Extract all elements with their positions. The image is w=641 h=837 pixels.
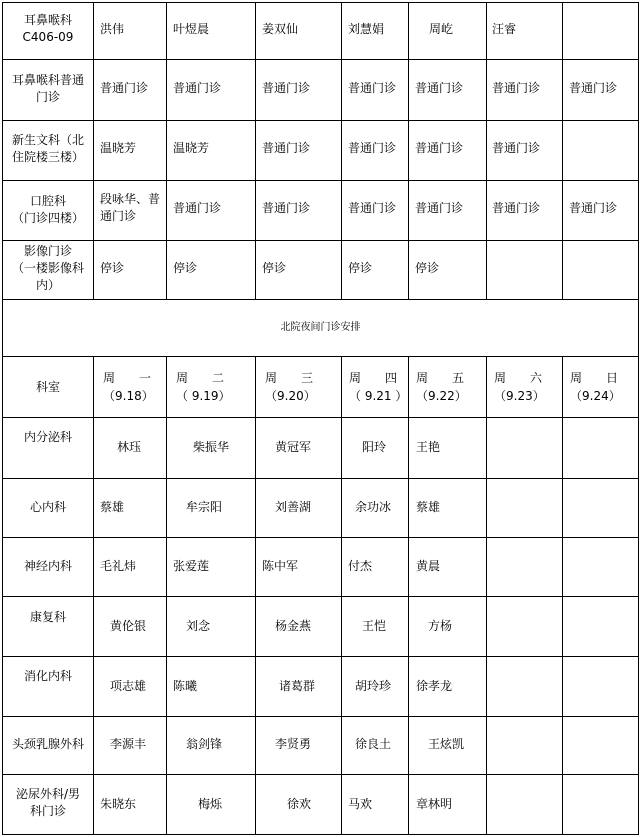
dept-label: 耳鼻喉科普通 (11, 73, 84, 87)
dept-label: 内分泌科 (23, 430, 72, 444)
schedule-cell: 李贤勇 (275, 737, 312, 751)
schedule-cell: 黄晨 (416, 559, 441, 573)
schedule-cell: 普通门诊 (415, 81, 464, 95)
schedule-cell: 李源丰 (110, 737, 147, 751)
grid-line (2, 478, 639, 479)
schedule-cell: 王恺 (362, 619, 387, 633)
grid-line (2, 299, 639, 300)
dept-label: 神经内科 (23, 559, 72, 573)
schedule-cell: 普通门诊 (492, 141, 541, 155)
schedule-cell: 普通门诊 (569, 81, 618, 95)
grid-line (93, 2, 94, 299)
day-header-date: （ 9.21 ） (349, 389, 408, 403)
grid-line (2, 120, 639, 121)
grid-line (2, 180, 639, 181)
schedule-cell: 普通门诊 (492, 201, 541, 215)
day-header-name: 周 二 (176, 371, 225, 385)
schedule-cell: 林珏 (117, 440, 142, 454)
day-header-name: 周 一 (103, 371, 152, 385)
day-header-date: （9.22） (416, 389, 467, 403)
grid-line (486, 2, 487, 299)
schedule-cell: 徐欢 (287, 797, 312, 811)
grid-line (341, 356, 342, 835)
schedule-cell: 段咏华、普 (100, 192, 161, 206)
schedule-cell: 普通门诊 (173, 201, 222, 215)
schedule-cell: 徐良土 (355, 737, 392, 751)
grid-line (166, 356, 167, 835)
day-header-name: 周 五 (416, 371, 465, 385)
schedule-cell: 普通门诊 (348, 81, 397, 95)
dept-label: 科门诊 (29, 804, 66, 818)
schedule-cell: 温晓芳 (173, 141, 210, 155)
dept-label: 内） (35, 278, 60, 292)
grid-line (93, 356, 94, 835)
dept-label: 影像门诊 (23, 244, 72, 258)
schedule-cell: 周屹 (429, 22, 454, 36)
schedule-cell: 方杨 (428, 619, 453, 633)
schedule-cell: 王艳 (416, 440, 441, 454)
dept-label: 口腔科 (29, 194, 66, 208)
grid-line (2, 774, 639, 775)
day-header-name: 周 四 (349, 371, 398, 385)
dept-label: 消化内科 (23, 669, 72, 683)
schedule-cell: 蔡雄 (100, 500, 125, 514)
schedule-cell: 普通门诊 (569, 201, 618, 215)
section-title: 北院夜间门诊安排 (280, 322, 361, 333)
day-header-name: 周 六 (494, 371, 543, 385)
dept-label: 住院楼三楼） (11, 150, 84, 164)
schedule-cell: 付杰 (348, 559, 373, 573)
dept-label: C406-09 (22, 30, 74, 44)
schedule-cell: 汪睿 (492, 22, 517, 36)
grid-line (638, 2, 639, 835)
schedule-cell: 普通门诊 (262, 141, 311, 155)
schedule-cell: 翁剑锋 (186, 737, 223, 751)
schedule-cell: 停诊 (415, 261, 440, 275)
day-header-date: （9.23） (494, 389, 545, 403)
grid-line (2, 240, 639, 241)
grid-line (2, 2, 639, 3)
schedule-cell: 刘慧娟 (348, 22, 385, 36)
schedule-cell: 普通门诊 (262, 81, 311, 95)
schedule-cell: 刘念 (186, 619, 211, 633)
schedule-cell: 张爱莲 (173, 559, 210, 573)
dept-label: 头颈乳腺外科 (11, 737, 84, 751)
day-header-date: （9.24） (570, 389, 621, 403)
grid-line (255, 356, 256, 835)
schedule-cell: 停诊 (262, 261, 287, 275)
dept-label: 康复科 (29, 610, 66, 624)
day-header-name: 周 日 (570, 371, 619, 385)
grid-line (255, 2, 256, 299)
grid-line (2, 834, 639, 835)
schedule-cell: 项志雄 (110, 679, 147, 693)
schedule-cell: 温晓芳 (100, 141, 137, 155)
schedule-cell: 普通门诊 (348, 141, 397, 155)
schedule-cell: 洪伟 (100, 22, 125, 36)
schedule-cell: 胡玲珍 (355, 679, 392, 693)
grid-line (2, 59, 639, 60)
grid-line (2, 656, 639, 657)
schedule-cell: 陈中军 (262, 559, 299, 573)
schedule-cell: 通门诊 (100, 209, 137, 223)
day-header-date: （ 9.19） (176, 389, 231, 403)
schedule-cell: 停诊 (348, 261, 373, 275)
schedule-cell: 牟宗阳 (186, 500, 223, 514)
schedule-cell: 叶煜晨 (173, 22, 210, 36)
schedule-cell: 章林明 (416, 797, 453, 811)
dept-label: 泌尿外科/男 (15, 787, 81, 801)
schedule-cell: 普通门诊 (173, 81, 222, 95)
schedule-cell: 陈曦 (173, 679, 198, 693)
grid-line (2, 356, 639, 357)
schedule-cell: 徐孝龙 (416, 679, 453, 693)
schedule-cell: 普通门诊 (492, 81, 541, 95)
schedule-cell: 余功冰 (355, 500, 392, 514)
schedule-cell: 普通门诊 (415, 201, 464, 215)
grid-line (2, 417, 639, 418)
schedule-cell: 柴振华 (193, 440, 230, 454)
schedule-cell: 普通门诊 (262, 201, 311, 215)
grid-line (408, 356, 409, 835)
schedule-cell: 黄伦银 (110, 619, 147, 633)
schedule-cell: 普通门诊 (100, 81, 149, 95)
schedule-cell: 王炫凯 (428, 737, 465, 751)
day-header-date: （9.20） (265, 389, 316, 403)
schedule-cell: 黄冠军 (275, 440, 312, 454)
grid-line (2, 537, 639, 538)
day-header-name: 周 三 (265, 371, 314, 385)
schedule-cell: 刘善湖 (275, 500, 312, 514)
schedule-cell: 梅烁 (198, 797, 223, 811)
dept-label: 心内科 (29, 500, 66, 514)
schedule-cell: 普通门诊 (348, 201, 397, 215)
grid-line (408, 2, 409, 299)
schedule-cell: 毛礼炜 (100, 559, 137, 573)
schedule-cell: 朱晓东 (100, 797, 137, 811)
grid-line (2, 2, 3, 835)
grid-line (486, 356, 487, 835)
schedule-cell: 阳玲 (362, 440, 387, 454)
schedule-cell: 诸葛群 (279, 679, 316, 693)
schedule-cell: 停诊 (173, 261, 198, 275)
dept-label: 新生文科（北 (11, 133, 84, 147)
dept-label: （门诊四楼） (11, 211, 84, 225)
grid-line (562, 2, 563, 299)
grid-line (562, 356, 563, 835)
dept-label: 耳鼻喉科 (23, 13, 72, 27)
grid-line (2, 716, 639, 717)
grid-line (166, 2, 167, 299)
schedule-cell: 马欢 (348, 797, 373, 811)
dept-label: 门诊 (35, 90, 60, 104)
schedule-cell: 停诊 (100, 261, 125, 275)
dept-column-header: 科室 (35, 380, 60, 394)
grid-line (341, 2, 342, 299)
schedule-cell: 蔡雄 (416, 500, 441, 514)
schedule-cell: 杨金燕 (275, 619, 312, 633)
day-header-date: （9.18） (103, 389, 154, 403)
dept-label: （一楼影像科 (11, 261, 84, 275)
grid-line (2, 596, 639, 597)
schedule-cell: 姜双仙 (262, 22, 299, 36)
schedule-cell: 普通门诊 (415, 141, 464, 155)
